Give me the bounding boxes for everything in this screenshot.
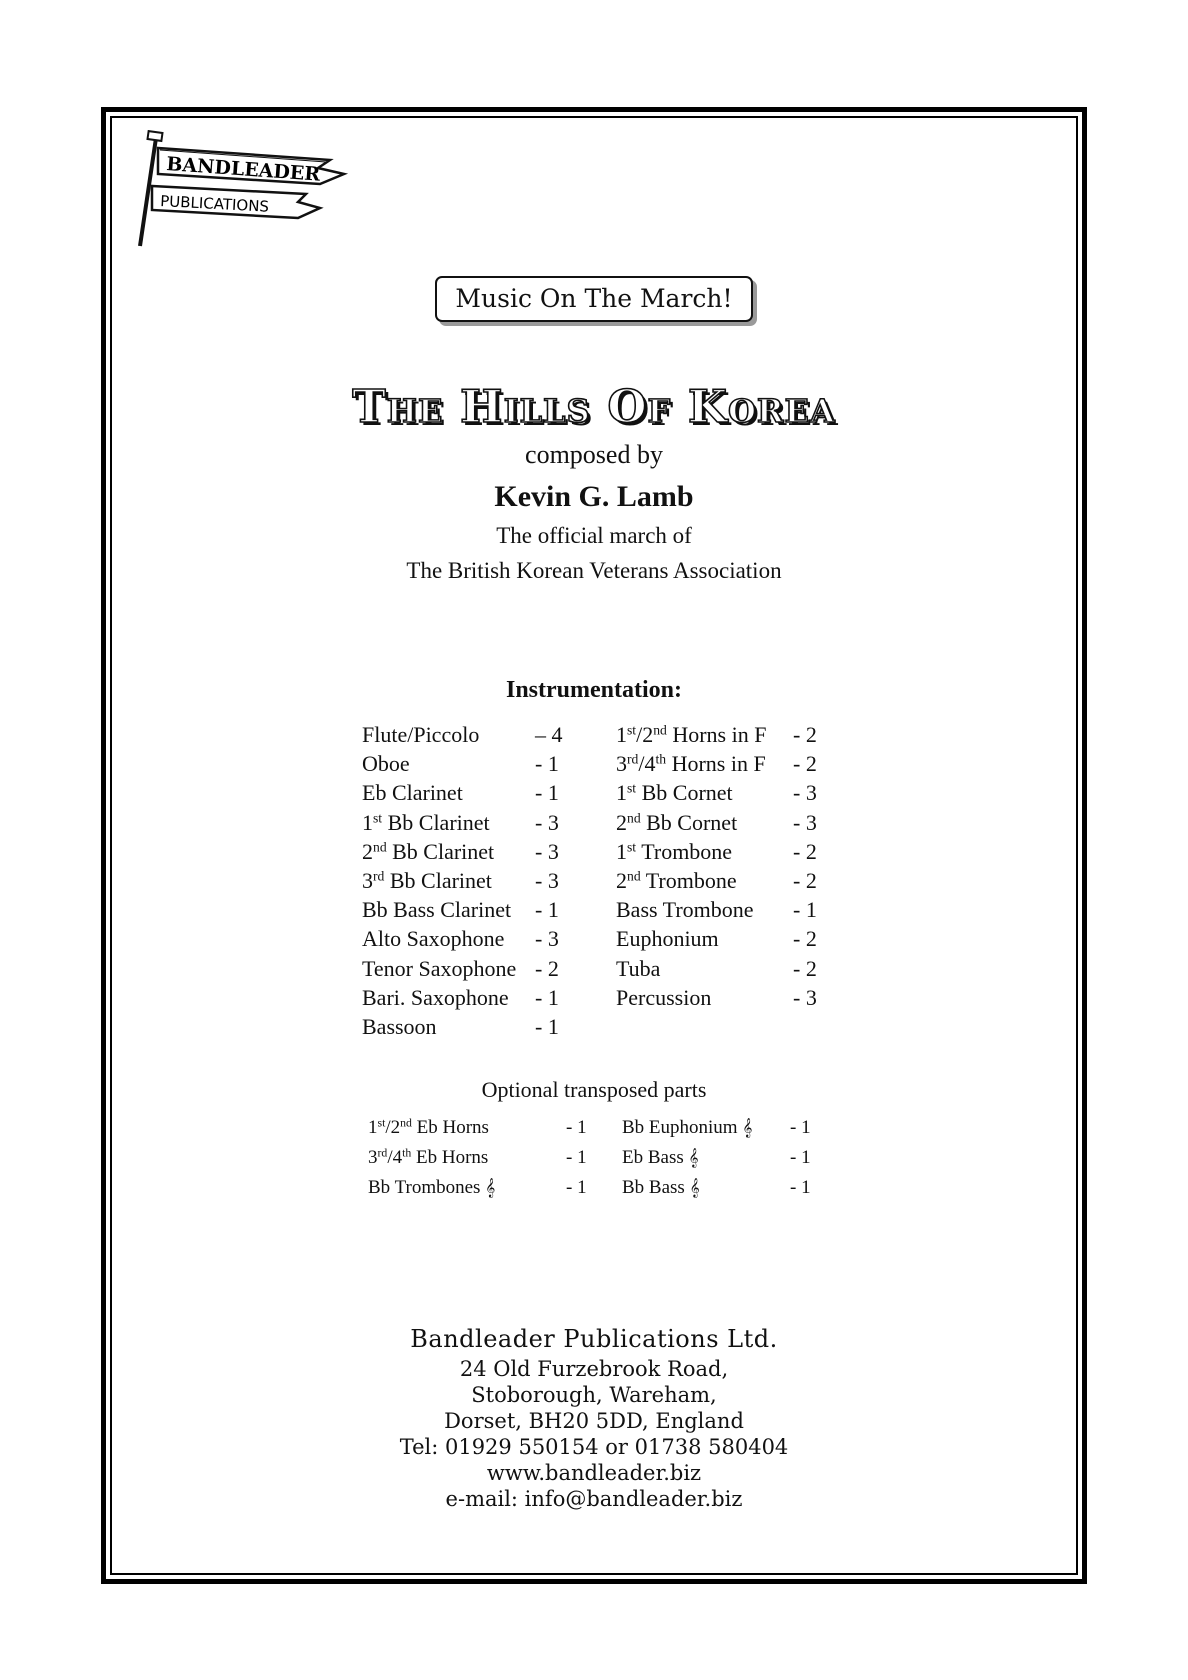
instrument-label: Bb Clarinet xyxy=(384,867,492,893)
instrument-label: Alto Saxophone xyxy=(362,926,505,952)
instrument-name xyxy=(362,895,511,924)
instrument-label: Bb Cornet xyxy=(640,809,738,835)
instrument-label: Bass Trombone xyxy=(616,897,754,923)
ordinal-suffix: st xyxy=(627,722,637,738)
instrument-count: - 2 xyxy=(793,838,817,864)
publisher-name: Bandleader Publications Ltd. xyxy=(410,1325,778,1353)
instrument-count: - 1 xyxy=(790,1147,811,1168)
ordinal-number: /2 xyxy=(385,1117,401,1138)
instrument-row xyxy=(362,837,572,866)
instrument-label: Eb Bass xyxy=(622,1147,689,1168)
instrument-list-right xyxy=(616,720,826,1012)
instrument-count: - 3 xyxy=(535,809,559,835)
instrument-name xyxy=(362,924,504,953)
instrument-label: Bb Euphonium xyxy=(622,1117,743,1138)
publisher-website: www.bandleader.biz xyxy=(486,1461,702,1485)
instrument-name xyxy=(362,808,490,837)
instrument-label: Eb Horns xyxy=(411,1117,489,1138)
publisher-email: e-mail: info@bandleader.biz xyxy=(445,1487,743,1511)
instrument-label: Eb Horns xyxy=(411,1147,489,1168)
ordinal-number: /2 xyxy=(636,722,654,747)
instrument-count: - 3 xyxy=(535,926,559,952)
composed-by-label: composed by xyxy=(525,440,663,469)
instrument-label: Bb Clarinet xyxy=(386,838,495,864)
ordinal-number: 3 xyxy=(362,867,373,893)
instrument-count: - 3 xyxy=(793,984,817,1010)
treble-clef-icon: 𝄞 xyxy=(742,1118,753,1137)
instrument-name xyxy=(362,778,463,807)
instrument-count: - 3 xyxy=(535,867,559,893)
instrument-label: Bb Trombones xyxy=(368,1177,486,1198)
instrument-list-left xyxy=(362,720,572,1041)
instrument-row xyxy=(616,983,826,1012)
ordinal-suffix: rd xyxy=(627,751,639,767)
ordinal-suffix: th xyxy=(655,751,667,767)
instrument-name xyxy=(616,720,766,749)
ordinal-number: 2 xyxy=(362,838,373,864)
ordinal-number: 1 xyxy=(616,838,627,864)
optional-list-right xyxy=(622,1113,822,1203)
instrument-count: - 2 xyxy=(793,926,817,952)
instrument-count: – 4 xyxy=(535,722,563,747)
instrument-row xyxy=(616,749,826,778)
instrument-label: Horns in F xyxy=(666,722,767,747)
instrument-row xyxy=(616,778,826,807)
ordinal-suffix: st xyxy=(627,780,637,796)
instrument-count: - 1 xyxy=(535,897,559,923)
instrument-name xyxy=(362,837,494,866)
instrument-row xyxy=(362,1012,572,1041)
instrument-count: - 1 xyxy=(790,1117,811,1138)
instrument-count: - 2 xyxy=(793,751,817,777)
ordinal-number: 3 xyxy=(616,751,627,777)
instrument-row xyxy=(368,1143,588,1173)
ordinal-number: 2 xyxy=(616,867,627,893)
treble-clef-icon: 𝄞 xyxy=(689,1178,700,1197)
instrument-count: - 1 xyxy=(535,1013,559,1039)
instrument-row xyxy=(616,895,826,924)
instrument-row xyxy=(368,1173,588,1203)
instrument-count: - 1 xyxy=(535,984,559,1010)
treble-clef-icon: 𝄞 xyxy=(485,1178,496,1197)
instrument-row xyxy=(616,866,826,895)
ordinal-suffix: nd xyxy=(627,810,641,826)
instrument-row xyxy=(616,720,826,749)
official-march-line: The official march of xyxy=(496,523,692,548)
instrument-row xyxy=(362,983,572,1012)
ordinal-suffix: rd xyxy=(373,868,385,884)
instrument-label: Bb Clarinet xyxy=(382,809,490,835)
instrument-row xyxy=(362,749,572,778)
ordinal-suffix: rd xyxy=(377,1146,388,1160)
instrument-count: - 2 xyxy=(793,867,817,893)
instrument-row xyxy=(616,924,826,953)
ordinal-suffix: st xyxy=(373,810,383,826)
instrument-count: - 2 xyxy=(793,955,817,981)
instrument-label: Bb Bass Clarinet xyxy=(362,897,512,923)
instrument-name xyxy=(368,1143,488,1173)
instrument-name xyxy=(362,1012,437,1041)
instrument-label: Bassoon xyxy=(362,1013,437,1039)
instrument-label: Horns in F xyxy=(666,751,766,777)
ordinal-number: 1 xyxy=(616,780,627,806)
instrument-label: Tenor Saxophone xyxy=(362,955,517,981)
instrument-count: - 1 xyxy=(566,1117,587,1138)
instrument-label: Oboe xyxy=(362,751,410,777)
instrument-count: - 1 xyxy=(793,897,817,923)
instrument-count: - 3 xyxy=(793,809,817,835)
ordinal-suffix: nd xyxy=(627,868,641,884)
ordinal-suffix: nd xyxy=(400,1116,412,1130)
ordinal-number: 3 xyxy=(368,1147,378,1168)
instrument-label: Bb Cornet xyxy=(636,780,733,806)
instrument-row xyxy=(622,1113,822,1143)
instrumentation-heading: Instrumentation: xyxy=(505,677,682,703)
instrument-row xyxy=(362,778,572,807)
instrument-name xyxy=(622,1143,699,1173)
instrument-row xyxy=(362,720,572,749)
instrument-name xyxy=(616,866,737,895)
instrument-count: - 1 xyxy=(535,780,559,806)
optional-parts-heading: Optional transposed parts xyxy=(481,1077,707,1102)
ordinal-number: 1 xyxy=(616,722,627,747)
instrument-label: Flute/Piccolo xyxy=(362,722,480,747)
instrument-count: - 1 xyxy=(566,1147,587,1168)
instrument-row xyxy=(622,1173,822,1203)
publisher-address-line: Stoborough, Wareham, xyxy=(471,1383,717,1407)
instrument-count: - 3 xyxy=(793,780,817,806)
ordinal-suffix: st xyxy=(627,839,637,855)
association-line: The British Korean Veterans Association xyxy=(406,558,782,583)
ordinal-suffix: nd xyxy=(653,722,667,738)
instrument-row xyxy=(362,808,572,837)
instrument-row xyxy=(362,866,572,895)
logo-line1: BANDLEADER xyxy=(165,153,321,186)
ordinal-suffix: nd xyxy=(373,839,387,855)
instrument-name xyxy=(616,924,719,953)
instrument-name xyxy=(616,837,732,866)
instrument-name xyxy=(616,808,737,837)
instrument-name xyxy=(368,1173,495,1203)
ordinal-number: /4 xyxy=(387,1147,403,1168)
instrument-name xyxy=(616,954,660,983)
instrument-name xyxy=(616,778,733,807)
ordinal-suffix: th xyxy=(402,1146,412,1160)
series-label: Music On The March! xyxy=(435,276,753,322)
instrument-name xyxy=(616,749,766,778)
optional-list-left xyxy=(368,1113,588,1203)
logo-line2: PUBLICATIONS xyxy=(159,192,270,216)
ordinal-suffix: st xyxy=(377,1116,386,1130)
instrument-name xyxy=(622,1113,752,1143)
instrument-name xyxy=(622,1173,700,1203)
instrument-row xyxy=(616,837,826,866)
instrument-label: Euphonium xyxy=(616,926,719,952)
instrument-row xyxy=(368,1113,588,1143)
bandleader-logo xyxy=(130,130,380,250)
instrument-row xyxy=(616,954,826,983)
instrument-label: Trombone xyxy=(636,838,733,864)
instrument-label: Tuba xyxy=(616,955,661,981)
instrument-row xyxy=(616,808,826,837)
instrument-name xyxy=(616,895,754,924)
instrument-label: Bb Bass xyxy=(622,1177,690,1198)
instrument-row xyxy=(362,924,572,953)
instrument-name xyxy=(362,983,509,1012)
ordinal-number: 1 xyxy=(362,809,373,835)
publisher-address-line: Dorset, BH20 5DD, England xyxy=(444,1409,744,1433)
instrument-count: - 2 xyxy=(793,722,817,747)
page-title: The Hills Of Korea xyxy=(352,380,836,433)
instrument-row xyxy=(622,1143,822,1173)
instrument-row xyxy=(362,954,572,983)
publisher-telephone: Tel: 01929 550154 or 01738 580404 xyxy=(399,1435,789,1459)
instrument-name xyxy=(616,983,711,1012)
instrument-name xyxy=(368,1113,489,1143)
instrument-count: - 1 xyxy=(566,1177,587,1198)
ordinal-number: /4 xyxy=(638,751,656,777)
instrument-name xyxy=(362,954,516,983)
instrument-count: - 1 xyxy=(535,751,559,777)
instrument-label: Percussion xyxy=(616,984,712,1010)
instrument-name xyxy=(362,866,492,895)
instrument-label: Eb Clarinet xyxy=(362,780,463,806)
instrument-label: Bari. Saxophone xyxy=(362,984,509,1010)
instrument-name xyxy=(362,720,479,749)
publisher-address-line: 24 Old Furzebrook Road, xyxy=(459,1357,729,1381)
instrument-count: - 3 xyxy=(535,838,559,864)
instrument-count: - 2 xyxy=(535,955,559,981)
ordinal-number: 1 xyxy=(368,1117,378,1138)
instrument-name xyxy=(362,749,410,778)
instrument-count: - 1 xyxy=(790,1177,811,1198)
treble-clef-icon: 𝄞 xyxy=(688,1148,699,1167)
instrument-label: Trombone xyxy=(640,867,737,893)
instrument-row xyxy=(362,895,572,924)
ordinal-number: 2 xyxy=(616,809,627,835)
composer-name: Kevin G. Lamb xyxy=(494,480,694,513)
